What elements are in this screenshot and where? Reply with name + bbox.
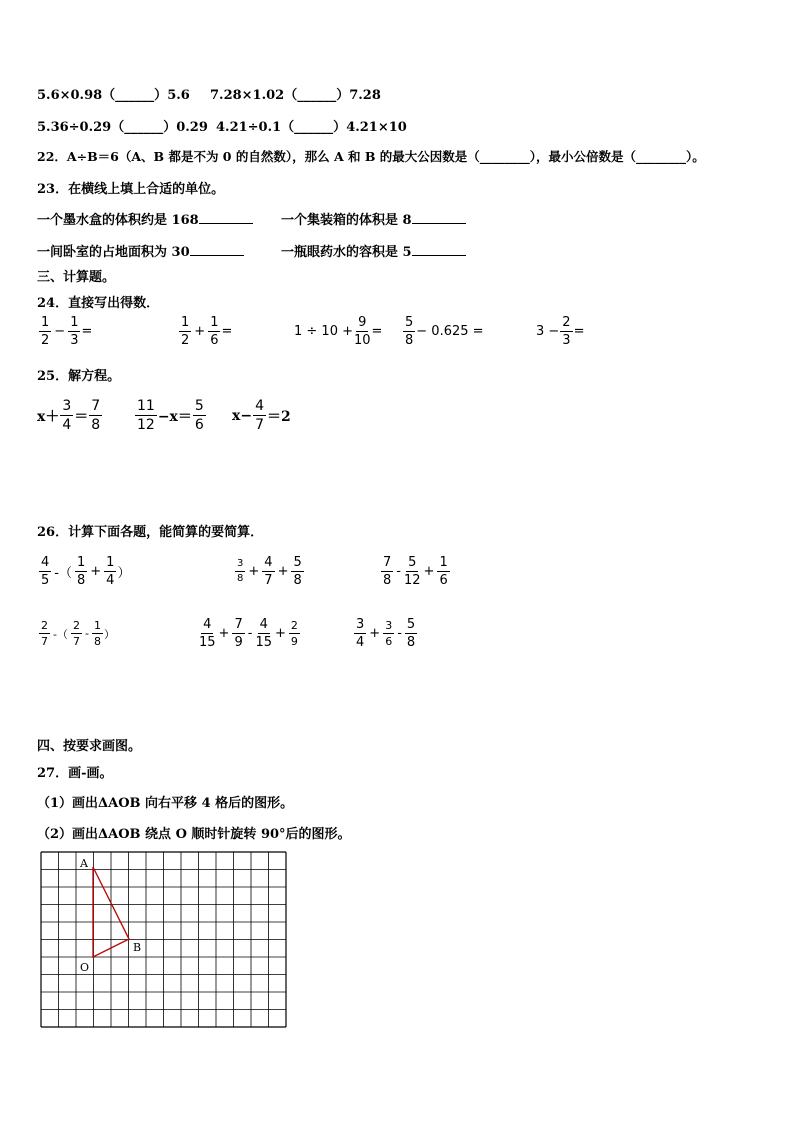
compare-2b-right: 4.21×10 [346, 120, 407, 135]
q27-part-1: （1）画出ΔAOB 向右平移 4 格后的图形。 [37, 796, 294, 811]
compare-1b-blank[interactable]: （______） [284, 88, 350, 103]
label-b: B [133, 941, 142, 954]
question-25-title: 25．解方程。 [37, 369, 121, 384]
question-23-title: 23．在横线上填上合适的单位。 [37, 182, 225, 197]
section-4-title: 四、按要求画图。 [37, 739, 142, 754]
compare-1a-right: 5.6 [167, 88, 190, 103]
q26-expr-2: $\frac{3}{8}$ + $\frac{4}{7}$ + $\frac{5}{8}$ [237, 555, 302, 588]
q25-equation-2: $\frac{11}{12}$ −x＝ $\frac{5}{6}$ [137, 398, 204, 433]
fraction: $\frac{4}{7}$ [255, 398, 264, 433]
fraction: $\frac{7}{8}$ [91, 398, 101, 433]
q23-item-3-blank[interactable] [190, 243, 244, 256]
q24-expr-3: 1 ÷ 10 + $\frac{9}{10}$ = [294, 315, 383, 348]
question-22: 22．A÷B＝6（A、B 都是不为 0 的自然数），那么 A 和 B 的最大公因数是（________），最小公倍数是（________）。 [37, 149, 705, 164]
q26-expr-5: $\frac{4}{15}$ + $\frac{7}{9}$ - $\frac{4}{15}$ + $\frac{2}{9}$ [199, 617, 298, 650]
question-24-title: 24．直接写出得数． [37, 296, 160, 311]
section-3-title: 三、计算题。 [37, 270, 116, 285]
compare-2a-blank[interactable]: （______） [111, 120, 177, 135]
compare-row-2 [37, 116, 208, 135]
q23-item-2-text: 一个集装箱的体积是 8 [281, 213, 412, 228]
drawing-grid[interactable] [40, 850, 288, 1030]
q26-expr-6: $\frac{3}{4}$ + $\frac{3}{6}$ - $\frac{5}{8}$ [356, 617, 416, 650]
q23-item-4 [281, 241, 466, 260]
compare-1b-right: 7.28 [349, 88, 381, 103]
fraction: $\frac{3}{4}$ [62, 398, 72, 433]
q23-item-3-text: 一间卧室的占地面积为 30 [37, 245, 190, 260]
compare-1a-left: 5.6×0.98 [37, 88, 103, 103]
fraction: $\frac{1}{2}$ [41, 315, 50, 348]
question-27-title: 27．画-画。 [37, 766, 113, 781]
q24-expr-5: 3 − $\frac{2}{3}$ = [536, 315, 585, 348]
compare-row-1 [37, 84, 190, 103]
q23-item-2 [281, 209, 466, 228]
compare-2a-left: 5.36÷0.29 [37, 120, 112, 135]
q24-expr-2: $\frac{1}{2}$ + $\frac{1}{6}$ = [181, 315, 233, 348]
grid-lines [41, 852, 286, 1027]
q27-part-2: （2）画出ΔAOB 绕点 O 顺时针旋转 90°后的图形。 [37, 827, 351, 842]
compare-row-1b [210, 84, 381, 103]
fraction: $\frac{9}{10}$ [354, 315, 371, 348]
q25-equation-1: x＋ $\frac{3}{4}$ ＝ $\frac{7}{8}$ [37, 398, 101, 433]
q23-item-2-blank[interactable] [412, 211, 466, 224]
label-a: A [80, 857, 88, 870]
q26-expr-3: $\frac{7}{8}$ - $\frac{5}{12}$ + $\frac{1}{6}$ [383, 555, 448, 588]
compare-2b-blank[interactable]: （______） [281, 120, 347, 135]
q23-item-4-blank[interactable] [412, 243, 466, 256]
compare-2b-left: 4.21÷0.1 [216, 120, 282, 135]
q25-equation-3: x− $\frac{4}{7}$ ＝2 [232, 398, 291, 433]
q26-expr-1: $\frac{4}{5}$ -（ $\frac{1}{8}$ + $\frac{1}{4}$ ） [41, 555, 131, 588]
q23-item-4-text: 一瓶眼药水的容积是 5 [281, 245, 412, 260]
q23-item-1-blank[interactable] [199, 211, 253, 224]
label-o: O [80, 961, 90, 974]
q26-expr-4: $\frac{2}{7}$ -（ $\frac{2}{7}$ - $\frac{1}{8}$ ） [41, 619, 115, 648]
fraction: $\frac{1}{6}$ [210, 315, 219, 348]
compare-2a-right: 0.29 [176, 120, 208, 135]
q24-expr-1: $\frac{1}{2}$ − $\frac{1}{3}$ = [41, 315, 93, 348]
compare-1b-left: 7.28×1.02 [210, 88, 285, 103]
fraction: $\frac{1}{2}$ [181, 315, 190, 348]
fraction: $\frac{5}{8}$ [405, 315, 414, 348]
fraction: $\frac{11}{12}$ [137, 398, 155, 433]
q24-expr-4: $\frac{5}{8}$ − 0.625 = [405, 315, 484, 348]
q23-item-3 [37, 241, 244, 260]
q23-item-1 [37, 209, 253, 228]
question-26-title: 26．计算下面各题，能简算的要简算． [37, 525, 264, 540]
q23-item-1-text: 一个墨水盒的体积约是 168 [37, 213, 199, 228]
fraction: $\frac{1}{3}$ [70, 315, 79, 348]
compare-row-2b [216, 116, 407, 135]
fraction: $\frac{2}{3}$ [562, 315, 571, 348]
compare-1a-blank[interactable]: （______） [102, 88, 168, 103]
fraction: $\frac{5}{6}$ [194, 398, 204, 433]
